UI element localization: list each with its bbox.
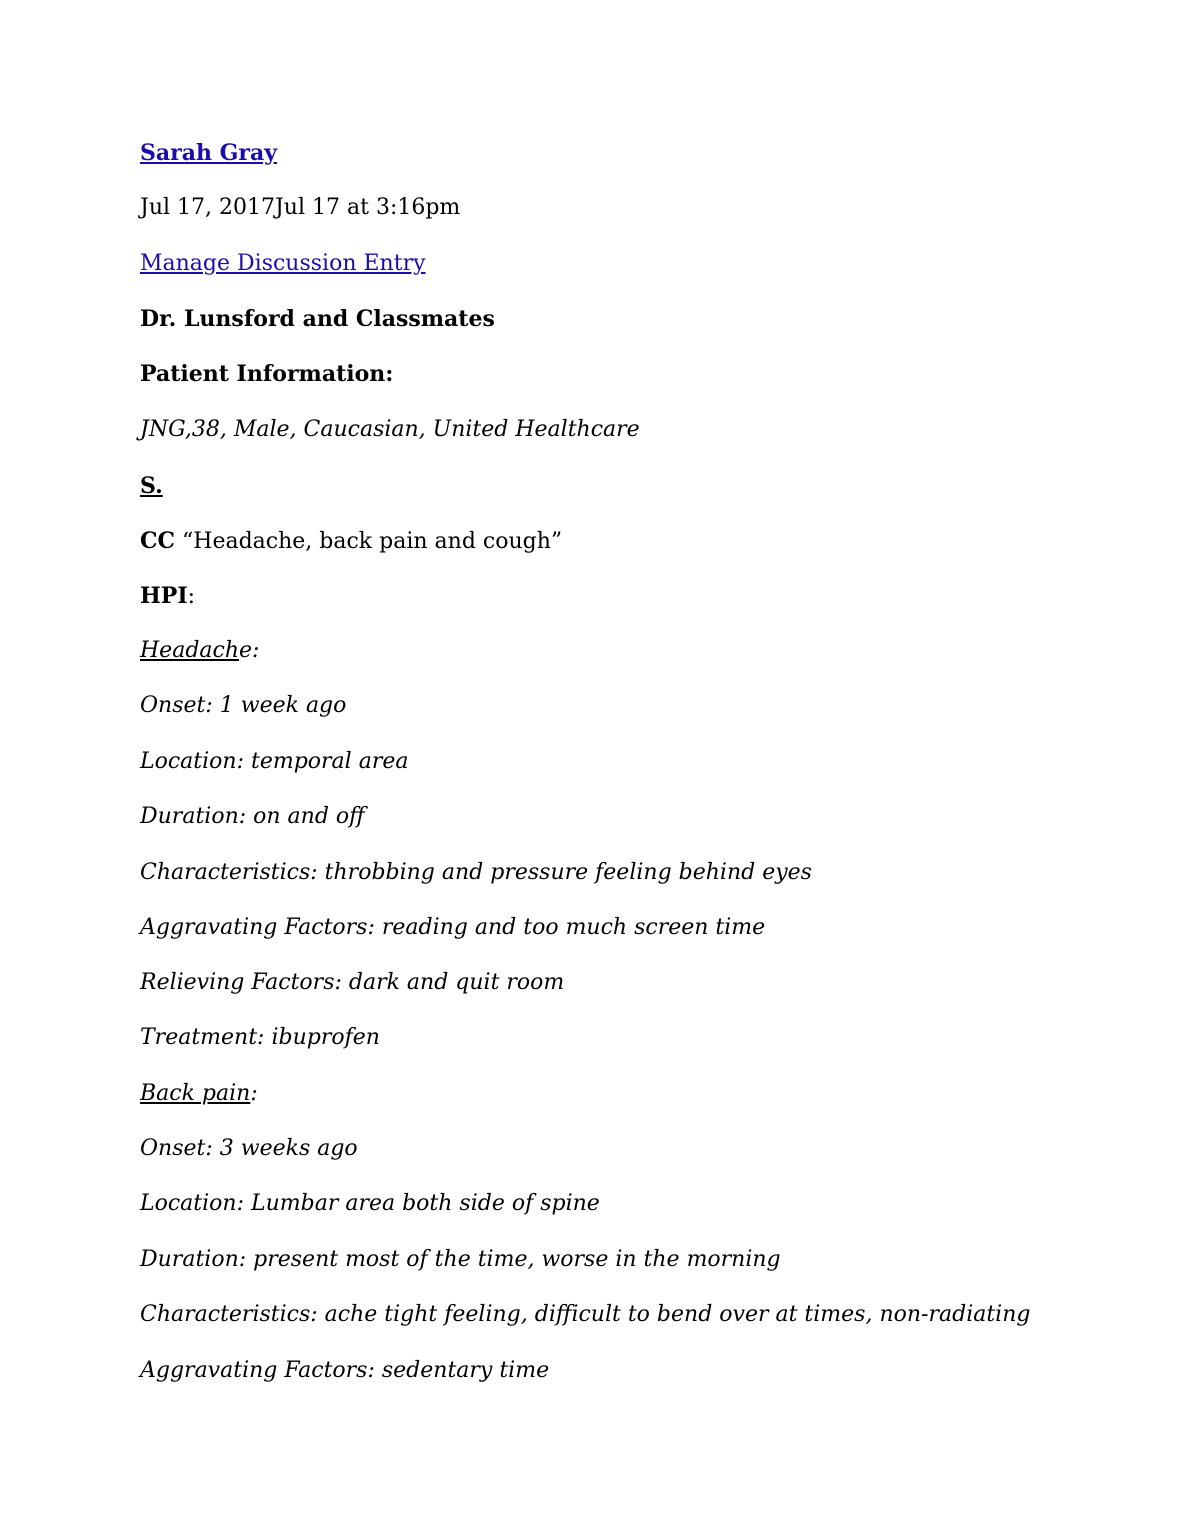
manage-entry-row (140, 249, 426, 279)
back-pain-title-rest: : (250, 1081, 258, 1106)
greeting: Dr. Lunsford and Classmates (140, 306, 495, 332)
back-pain-characteristics: Characteristics: ache tight feeling, difficult to bend over at times, non-radiating (140, 1302, 1031, 1327)
cc-label: CC (140, 528, 176, 554)
chief-complaint (140, 526, 562, 557)
section-subjective: S. (140, 473, 163, 499)
back-pain-duration: Duration: present most of the time, worse in the morning (140, 1247, 781, 1272)
headache-aggravating-factors: Aggravating Factors: reading and too much screen time (140, 915, 766, 940)
author-name-link[interactable]: Sarah Gray (140, 140, 278, 166)
back-pain-title-underlined: Back pain (140, 1081, 251, 1106)
headache-duration: Duration: on and off (140, 804, 365, 829)
headache-characteristics: Characteristics: throbbing and pressure feeling behind eyes (140, 860, 812, 885)
hpi-heading (140, 581, 195, 612)
manage-discussion-entry-link[interactable]: Manage Discussion Entry (140, 251, 426, 276)
cc-text: “Headache, back pain and cough” (175, 529, 563, 554)
headache-title-rest: e: (239, 638, 260, 663)
author-name-row (140, 138, 277, 169)
back-pain-onset: Onset: 3 weeks ago (140, 1136, 358, 1161)
headache-location: Location: temporal area (140, 749, 409, 774)
headache-onset: Onset: 1 week ago (140, 693, 347, 718)
patient-info-heading: Patient Information: (140, 361, 394, 387)
headache-title (140, 636, 259, 666)
headache-title-underlined: Headach (140, 638, 240, 663)
hpi-colon: : (187, 584, 196, 609)
post-timestamp: Jul 17, 2017Jul 17 at 3:16pm (140, 195, 461, 220)
back-pain-location: Location: Lumbar area both side of spine (140, 1191, 600, 1216)
headache-relieving-factors: Relieving Factors: dark and quit room (140, 970, 565, 995)
hpi-label: HPI (140, 583, 188, 609)
back-pain-aggravating-factors: Aggravating Factors: sedentary time (140, 1358, 550, 1383)
patient-info: JNG,38, Male, Caucasian, United Healthcare (140, 417, 640, 442)
back-pain-title (140, 1079, 258, 1109)
headache-treatment: Treatment: ibuprofen (140, 1025, 380, 1050)
